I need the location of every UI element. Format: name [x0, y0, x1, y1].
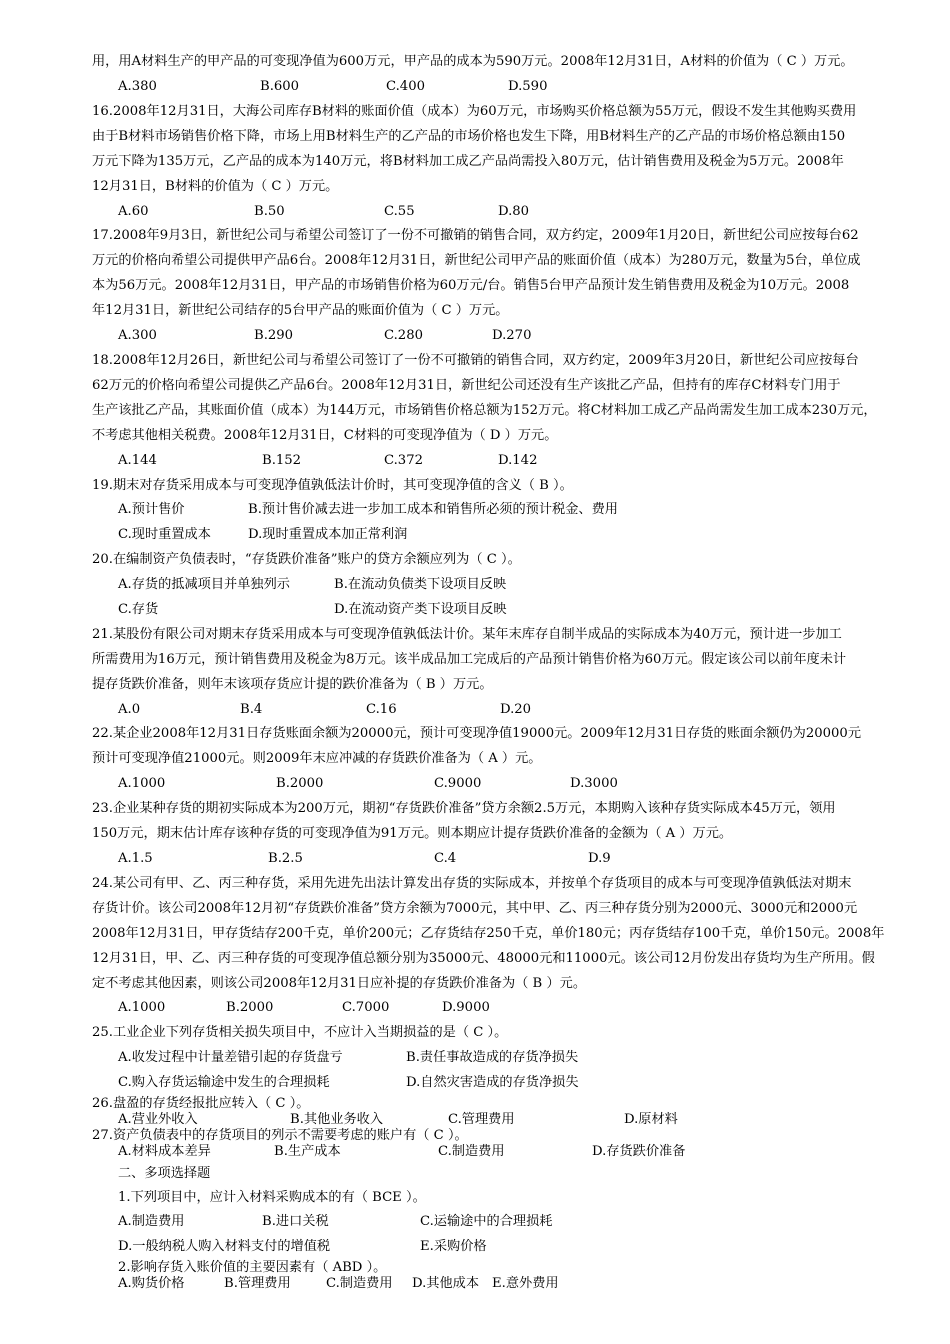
q21-option-d: D.20 — [500, 702, 532, 717]
q20-options-row-1 — [118, 573, 908, 597]
q27-option-c: C.制造费用 — [438, 1144, 505, 1159]
q27-options — [118, 1140, 908, 1164]
q16-stem-line-2: 由于B材料市场销售价格下降，市场上用B材料生产的乙产品的市场价格也发生下降，用B材料生产的乙产品的市场价格总额由150 — [92, 129, 846, 144]
q18-stem-line-2: 62万元的价格向希望公司提供乙产品6台。2008年12月31日，新世纪公司还没有生产该批乙产品，但持有的库存C材料专门用于 — [92, 378, 841, 393]
q22-option-d: D.3000 — [570, 776, 618, 791]
q21-stem-line-2: 所需费用为16万元，预计销售费用及税金为8万元。该半成品加工完成后的产品预计销售价格为60万元。假定该公司以前年度未计 — [92, 652, 847, 667]
q17-stem-line-3: 本为56万元。2008年12月31日，甲产品的市场销售价格为60万元/台。销售5台甲产品预计发生销售费用及税金为10万元。2008 — [92, 278, 850, 293]
q24-options — [118, 996, 908, 1020]
m2-options — [118, 1272, 908, 1296]
q16-options — [118, 200, 908, 224]
m1-option-a: A.制造费用 — [118, 1214, 185, 1229]
q17-option-d: D.270 — [492, 328, 532, 343]
q23-option-a: A.1.5 — [118, 851, 153, 866]
m1-option-e: E.采购价格 — [420, 1239, 487, 1254]
q23-option-c: C.4 — [434, 851, 457, 866]
q26-option-d: D.原材料 — [624, 1112, 678, 1127]
q22-options — [118, 772, 908, 796]
q18-option-d: D.142 — [498, 453, 538, 468]
q15-option-d: D.590 — [508, 79, 548, 94]
q26-option-b: B.其他业务收入 — [290, 1112, 384, 1127]
q18-stem-line-4: 不考虑其他相关税费。2008年12月31日，C材料的可变现净值为（ D ）万元。 — [92, 428, 558, 443]
q21-stem-line-1: 21.某股份有限公司对期末存货采用成本与可变现净值孰低法计价。某年末库存自制半成品的实际成本为40万元，预计进一步加工 — [92, 627, 842, 642]
q16-stem-line-4: 12月31日，B材料的价值为（ C ）万元。 — [92, 179, 339, 194]
q15-option-a: A.380 — [118, 79, 157, 94]
q24-stem-line-3: 2008年12月31日，甲存货结存200千克，单价200元；乙存货结存250千克，单价180元；丙存货结存100千克，单价150元。2008年 — [92, 926, 885, 941]
q20-stem-line-1: 20.在编制资产负债表时，“存货跌价准备”账户的贷方余额应列为（ C ）。 — [92, 552, 521, 567]
q18-option-a: A.144 — [118, 453, 157, 468]
q17-stem-line-2: 万元的价格向希望公司提供甲产品6台。2008年12月31日，新世纪公司甲产品的账面价值（成本）为280万元，数量为5台，单位成 — [92, 253, 861, 268]
q23-stem-line-1: 23.企业某种存货的期初实际成本为200万元，期初“存货跌价准备”贷方余额2.5万元，本期购入该种存货实际成本45万元，领用 — [92, 801, 836, 816]
q24-stem-line-5: 定不考虑其他因素，则该公司2008年12月31日应补提的存货跌价准备为（ B ）元。 — [92, 976, 587, 991]
q24-stem-line-1: 24.某公司有甲、乙、丙三种存货，采用先进先出法计算发出存货的实际成本，并按单个存货项目的成本与可变现净值孰低法对期末 — [92, 876, 852, 891]
q16-stem-line-1: 16.2008年12月31日，大海公司库存B材料的账面价值（成本）为60万元，市场购买价格总额为55万元，假设不发生其他购买费用 — [92, 104, 857, 119]
q26-option-a: A.营业外收入 — [118, 1112, 198, 1127]
q24-option-c: C.7000 — [342, 1000, 390, 1015]
m2-option-c: C.制造费用 — [326, 1276, 393, 1291]
q23-stem-line-2: 150万元，期末估计库存该种存货的可变现净值为91万元。则本期应计提存货跌价准备的金额为（ A ）万元。 — [92, 826, 733, 841]
q17-option-a: A.300 — [118, 328, 157, 343]
m2-option-a: A.购货价格 — [118, 1276, 185, 1291]
q20-option-a: A.存货的抵减项目并单独列示 — [118, 577, 290, 592]
q18-option-c: C.372 — [384, 453, 423, 468]
q23-option-b: B.2.5 — [268, 851, 303, 866]
q24-stem-line-2: 存货计价。该公司2008年12月初“存货跌价准备”贷方余额为7000元，其中甲、乙、丙三种存货分别为2000元、3000元和2000元 — [92, 901, 858, 916]
q20-option-b: B.在流动负债类下设项目反映 — [334, 577, 507, 592]
q18-options — [118, 449, 908, 473]
q16-option-b: B.50 — [254, 204, 285, 219]
q22-stem-line-1: 22.某企业2008年12月31日存货账面余额为20000元，预计可变现净值19000元。2009年12月31日存货的账面余额仍为20000元 — [92, 726, 862, 741]
q21-options — [118, 698, 908, 722]
q19-options-row-1 — [118, 498, 908, 522]
q25-stem-line-1: 25.工业企业下列存货相关损失项目中，不应计入当期损益的是（ C ）。 — [92, 1025, 508, 1040]
m2-option-b: B.管理费用 — [224, 1276, 291, 1291]
m2-stem-line-1: 2.影响存货入账价值的主要因素有（ ABD ）。 — [118, 1260, 387, 1275]
q16-option-d: D.80 — [498, 204, 530, 219]
q27-option-d: D.存货跌价准备 — [592, 1144, 686, 1159]
q22-option-b: B.2000 — [276, 776, 324, 791]
q19-option-b: B.预计售价减去进一步加工成本和销售所必须的预计税金、费用 — [248, 502, 618, 517]
q17-options — [118, 324, 908, 348]
q21-option-a: A.0 — [118, 702, 141, 717]
q16-option-c: C.55 — [384, 204, 415, 219]
section-heading-multiple-choice: 二、多项选择题 — [118, 1166, 211, 1181]
q22-option-c: C.9000 — [434, 776, 482, 791]
q24-option-a: A.1000 — [118, 1000, 166, 1015]
q26-option-c: C.管理费用 — [448, 1112, 515, 1127]
q24-option-d: D.9000 — [442, 1000, 490, 1015]
q25-option-d: D.自然灾害造成的存货净损失 — [406, 1075, 579, 1090]
q18-option-b: B.152 — [262, 453, 302, 468]
m1-option-b: B.进口关税 — [262, 1214, 329, 1229]
q19-option-d: D.现时重置成本加正常利润 — [248, 527, 408, 542]
q18-stem-line-1: 18.2008年12月26日，新世纪公司与希望公司签订了一份不可撤销的销售合同，双方约定，2009年3月20日，新世纪公司应按每台 — [92, 353, 859, 368]
q21-option-c: C.16 — [366, 702, 397, 717]
q15-option-b: B.600 — [260, 79, 300, 94]
q25-options-row-1 — [118, 1046, 908, 1070]
q21-option-b: B.4 — [240, 702, 263, 717]
q18-stem-line-3: 生产该批乙产品，其账面价值（成本）为144万元，市场销售价格总额为152万元。将C材料加工成乙产品尚需发生加工成本230万元， — [92, 403, 877, 418]
q22-stem-line-2: 预计可变现净值21000元。则2009年末应冲减的存货跌价准备为（ A ）元。 — [92, 751, 542, 766]
m1-stem-line-1: 1.下列项目中，应计入材料采购成本的有（ BCE ）。 — [118, 1190, 426, 1205]
q20-option-d: D.在流动资产类下设项目反映 — [334, 602, 507, 617]
q19-option-a: A.预计售价 — [118, 502, 185, 517]
q17-stem-line-1: 17.2008年9月3日，新世纪公司与希望公司签订了一份不可撤销的销售合同，双方约定，2009年1月20日，新世纪公司应按每台62 — [92, 228, 859, 243]
q24-stem-line-4: 12月31日，甲、乙、丙三种存货的可变现净值总额分别为35000元、48000元和11000元。该公司12月份发出存货均为生产所用。假 — [92, 951, 875, 966]
q20-options-row-2 — [118, 598, 908, 622]
q25-option-b: B.责任事故造成的存货净损失 — [406, 1050, 579, 1065]
q15-stem-line-1: 用，用A材料生产的甲产品的可变现净值为600万元，甲产品的成本为590万元。2008年12月31日，A材料的价值为（ C ）万元。 — [92, 54, 854, 69]
q21-stem-line-3: 提存货跌价准备，则年末该项存货应计提的跌价准备为（ B ）万元。 — [92, 677, 493, 692]
q27-option-b: B.生产成本 — [274, 1144, 341, 1159]
q16-stem-line-3: 万元下降为135万元，乙产品的成本为140万元，将B材料加工成乙产品尚需投入80万元，估计销售费用及税金为5万元。2008年 — [92, 154, 844, 169]
q20-option-c: C.存货 — [118, 602, 159, 617]
m2-option-d: D.其他成本 — [412, 1276, 480, 1291]
q17-option-b: B.290 — [254, 328, 294, 343]
q16-option-a: A.60 — [118, 204, 149, 219]
q19-stem-line-1: 19.期末对存货采用成本与可变现净值孰低法计价时，其可变现净值的含义（ B ）。 — [92, 478, 573, 493]
q15-option-c: C.400 — [386, 79, 425, 94]
q17-option-c: C.280 — [384, 328, 423, 343]
m2-option-e: E.意外费用 — [492, 1276, 559, 1291]
m1-option-d: D.一般纳税人购入材料支付的增值税 — [118, 1239, 331, 1254]
q25-option-c: C.购入存货运输途中发生的合理损耗 — [118, 1075, 330, 1090]
m1-option-c: C.运输途中的合理损耗 — [420, 1214, 553, 1229]
q27-stem-line-1: 27.资产负债表中的存货项目的列示不需要考虑的账户有（ C ）。 — [92, 1128, 468, 1143]
q24-option-b: B.2000 — [226, 1000, 274, 1015]
q19-option-c: C.现时重置成本 — [118, 527, 211, 542]
q19-options-row-2 — [118, 523, 908, 547]
q17-stem-line-4: 年12月31日，新世纪公司结存的5台甲产品的账面价值为（ C ）万元。 — [92, 303, 509, 318]
q15-options — [118, 75, 908, 99]
q26-stem-line-1: 26.盘盈的存货经报批应转入（ C ）。 — [92, 1096, 310, 1111]
q23-option-d: D.9 — [588, 851, 611, 866]
q22-option-a: A.1000 — [118, 776, 166, 791]
m1-options-row-1 — [118, 1210, 908, 1234]
q27-option-a: A.材料成本差异 — [118, 1144, 211, 1159]
q23-options — [118, 847, 908, 871]
q25-option-a: A.收发过程中计量差错引起的存货盘亏 — [118, 1050, 343, 1065]
